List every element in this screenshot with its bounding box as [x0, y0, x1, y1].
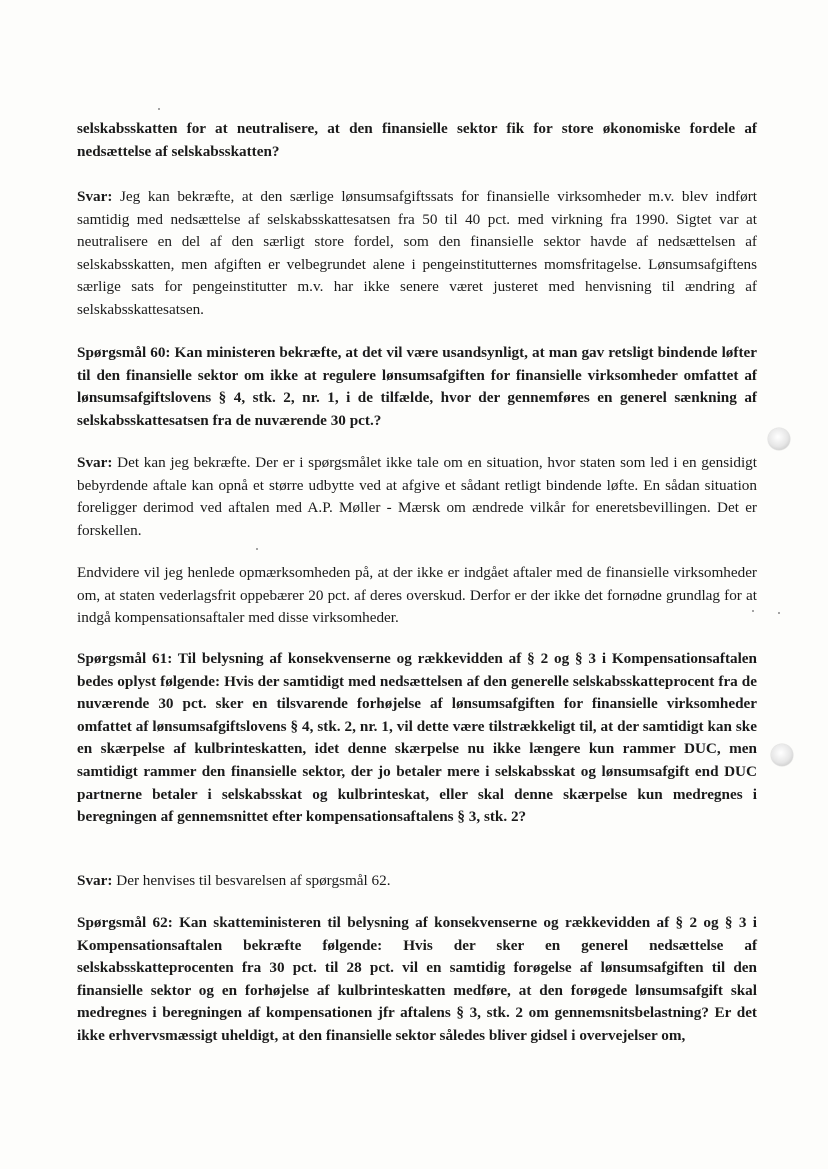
- scan-speck: [256, 548, 258, 550]
- punch-hole-bottom: [771, 744, 793, 766]
- paragraph-text: Jeg kan bekræfte, at den særlige lønsumsafgiftssats for finansielle virksomheder m.v. blev indført samtidig med nedsættelse af selskabsskattesatsen fra 50 til 40 pct. med virkning fra 1990. Sigtet var at neutralisere en del af den særligt store fordel, som den finansielle sektor havde af nedsættelsen af selskabsskatten, men afgiften er velbegrundet alene i pengeinstitutternes momsfritagelse. Lønsumsafgiftens særlige sats for pengeinstitutter m.v. har ikke senere været justeret med henvisning til ændring af selskabsskattesatsen.: [77, 188, 757, 318]
- answer-59: [77, 186, 757, 322]
- punch-hole-top: [768, 428, 790, 450]
- answer-60: [77, 452, 757, 542]
- paragraph-text: Endvidere vil jeg henlede opmærksomheden på, at der ikke er indgået aftaler med de finansielle virksomheder om, at staten vederlagsfrit oppebærer 20 pct. af deres overskud. Derfor er der ikke det fornødne grundlag for at indgå kompensationsaftaler med disse virksomheder.: [77, 564, 757, 627]
- answer-label: Svar:: [77, 872, 113, 889]
- answer-label: Svar:: [77, 454, 113, 471]
- scan-speck: [752, 610, 754, 612]
- paragraph-text: Der henvises til besvarelsen af spørgsmål 62.: [112, 872, 391, 889]
- answer-61: [77, 870, 757, 893]
- paragraph-text: Spørgsmål 62: Kan skatteministeren til belysning af konsekvenserne og rækkevidden af § 2 og § 3 i Kompensationsaftalen bekræfte følgende: Hvis der sker en generel nedsættelse af selskabsskatteprocenten fra 30 pct. til 28 pct. vil en samtidig forøgelse af lønsumsafgiften til den finansielle sektor og en forhøjelse af kulbrinteskatten medføre, at den forøgede lønsumsafgift skal medregnes i beregningen af kompensationen jfr aftalens § 3, stk. 2 om gennemsnitsbelastning? Er det ikke erhvervsmæssigt uheldigt, at den finansielle sektor således bliver gidsel i overvejelser om,: [77, 914, 757, 1044]
- paragraph-text: Spørgsmål 60: Kan ministeren bekræfte, at det vil være usandsynligt, at man gav retsligt bindende løfter til den finansielle sektor om ikke at regulere lønsumsafgiften for finansielle virksomheder omfattet af lønsumsafgiftslovens § 4, stk. 2, nr. 1, i de tilfælde, hvor der gennemføres en generel sænkning af selskabsskattesatsen fra de nuværende 30 pct.?: [77, 344, 757, 429]
- paragraph-text: selskabsskatten for at neutralisere, at den finansielle sektor fik for store økonomiske fordele af nedsættelse af selskabsskatten?: [77, 120, 757, 160]
- scan-speck: [158, 108, 160, 110]
- question-61: [77, 648, 757, 829]
- answer-60-continued: [77, 562, 757, 630]
- question-59-continuation: [77, 118, 757, 163]
- paragraph-text: Spørgsmål 61: Til belysning af konsekvenserne og rækkevidden af § 2 og § 3 i Kompensationsaftalen bedes oplyst følgende: Hvis der samtidigt med nedsættelsen af den generelle selskabsskatteprocent fra de nuværende 30 pct. sker en tilsvarende forhøjelse af lønsumsafgiften for finansielle virksomheder omfattet af lønsumsafgiftslovens § 4, stk. 2, nr. 1, vil dette være tilstrækkeligt til, at der samtidigt kan ske en skærpelse af kulbrinteskatten, idet denne skærpelse nu ikke længere kun rammer DUC, men samtidigt rammer den finansielle sektor, der jo betaler mere i selskabsskat og lønsumsafgift end DUC partnerne betaler i selskabsskat og kulbrinteskat, eller skal denne skærpelse kun medregnes i beregningen af gennemsnittet efter kompensationsaftalens § 3, stk. 2?: [77, 650, 757, 826]
- question-60: [77, 342, 757, 432]
- question-62: [77, 912, 757, 1048]
- scan-speck: [778, 612, 780, 614]
- answer-label: Svar:: [77, 188, 113, 205]
- paragraph-text: Det kan jeg bekræfte. Der er i spørgsmålet ikke tale om en situation, hvor staten som led i en gensidigt bebyrdende aftale kan opnå et større udbytte ved at afgive et sådant retligt bindende løfte. En sådan situation foreligger derimod ved aftalen med A.P. Møller - Mærsk om ændrede vilkår for eneretsbevillingen. Det er forskellen.: [77, 454, 757, 539]
